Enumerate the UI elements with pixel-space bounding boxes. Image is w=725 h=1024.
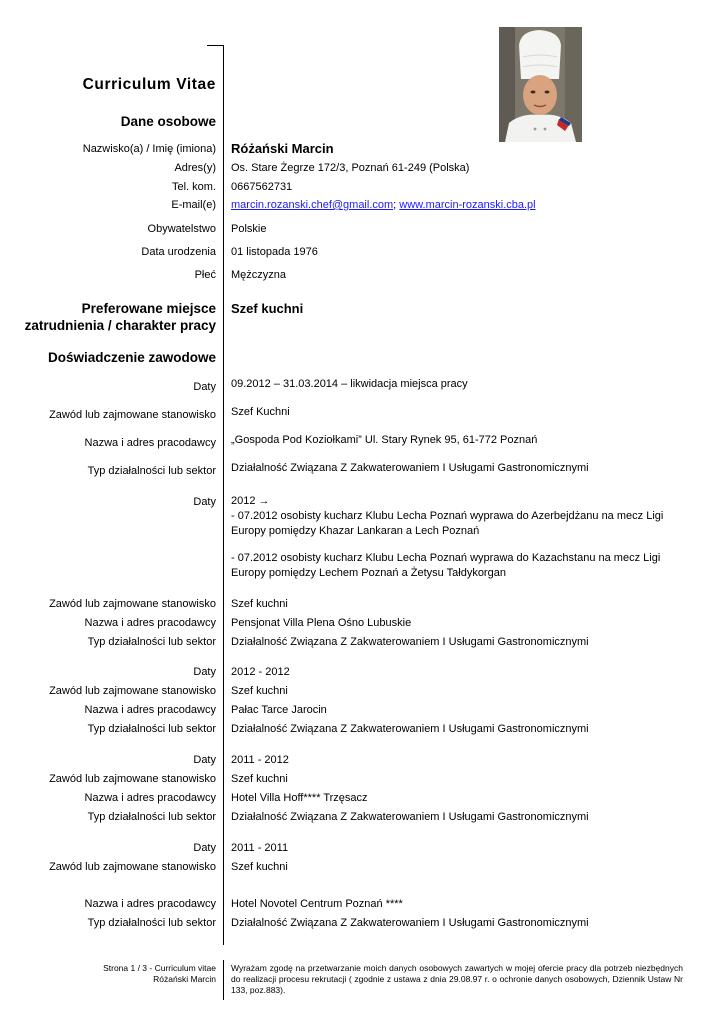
job-position: Szef Kuchni	[231, 406, 290, 418]
position-label: Zawód lub zajmowane stanowisko	[49, 409, 216, 421]
name-label: Nazwisko(a) / Imię (imiona)	[82, 143, 216, 155]
address-label: Adres(y)	[174, 162, 216, 174]
footer-page: Strona 1 / 3 - Curriculum vitae	[103, 963, 216, 973]
footer-consent: Wyrażam zgodę na przetwarzanie moich danych osobowych zawartych w mojej ofercie pracy dla potrzeb niezbędnych do realizacji procesu rekrutacji ( zgodnie z ustawa z dnia 29.08.97 r. o ochronie danych osobowych, Dziennik Ustaw Nr 133, poz.883).	[231, 963, 683, 995]
dates-label: Daty	[193, 842, 216, 854]
job-employer: „Gospoda Pod Koziołkami” Ul. Stary Rynek 95, 61-772 Poznań	[231, 434, 538, 446]
job-sector: Działalność Związana Z Zakwaterowaniem I Usługami Gastronomicznymi	[231, 917, 589, 929]
job-note: - 07.2012 osobisty kucharz Klubu Lecha Poznań wyprawa do Kazachstanu na mecz Ligi Europy pomiędzy Lechem Poznań a Żetysu Tałdykorgan	[231, 552, 661, 579]
job-employer: Pałac Tarce Jarocin	[231, 704, 327, 716]
position-label: Zawód lub zajmowane stanowisko	[49, 773, 216, 785]
sector-label: Typ działalności lub sektor	[87, 917, 216, 929]
employer-label: Nazwa i adres pracodawcy	[84, 437, 216, 449]
employer-label: Nazwa i adres pracodawcy	[84, 617, 216, 629]
position-label: Zawód lub zajmowane stanowisko	[49, 685, 216, 697]
phone-label: Tel. kom.	[171, 181, 216, 193]
job-position: Szef kuchni	[231, 773, 288, 785]
phone-value: 0667562731	[231, 181, 293, 193]
email-link[interactable]: marcin.rozanski.chef@gmail.com	[231, 199, 394, 211]
experience-heading: Doświadczenie zawodowe	[47, 350, 216, 365]
job-sector: Działalność Związana Z Zakwaterowaniem I Usługami Gastronomicznymi	[231, 723, 589, 735]
contact-links	[231, 199, 536, 211]
gender-value: Mężczyzna	[231, 269, 287, 281]
birth-label: Data urodzenia	[141, 246, 216, 258]
preferred-label-1: Preferowane miejsce	[81, 301, 216, 316]
employer-label: Nazwa i adres pracodawcy	[84, 704, 216, 716]
nationality-value: Polskie	[231, 223, 267, 235]
sector-label: Typ działalności lub sektor	[87, 636, 216, 648]
sector-label: Typ działalności lub sektor	[87, 811, 216, 823]
personal-heading: Dane osobowe	[120, 114, 216, 129]
header-tick-line	[207, 45, 224, 46]
address-value: Os. Stare Żegrze 172/3, Poznań 61-249 (Polska)	[231, 162, 470, 174]
job-dates: 2012 →	[231, 495, 270, 507]
job-dates: 09.2012 – 31.03.2014 – likwidacja miejsca pracy	[231, 378, 468, 390]
column-divider	[223, 45, 224, 945]
position-label: Zawód lub zajmowane stanowisko	[49, 598, 216, 610]
job-note: - 07.2012 osobisty kucharz Klubu Lecha Poznań wyprawa do Azerbejdżanu na mecz Ligi Europy pomiędzy Khazar Lankaran a Lech Poznań	[231, 510, 664, 537]
dates-label: Daty	[193, 381, 216, 393]
dates-label: Daty	[193, 754, 216, 766]
preferred-value: Szef kuchni	[231, 301, 304, 316]
job-sector: Działalność Związana Z Zakwaterowaniem I Usługami Gastronomicznymi	[231, 462, 589, 474]
nationality-label: Obywatelstwo	[147, 223, 216, 235]
job-position: Szef kuchni	[231, 598, 288, 610]
footer-page-info	[103, 963, 216, 985]
job-sector: Działalność Związana Z Zakwaterowaniem I Usługami Gastronomicznymi	[231, 636, 589, 648]
job-position: Szef kuchni	[231, 685, 288, 697]
employer-label: Nazwa i adres pracodawcy	[84, 792, 216, 804]
position-label: Zawód lub zajmowane stanowisko	[49, 861, 216, 873]
preferred-label-2: zatrudnienia / charakter pracy	[24, 318, 216, 333]
page-title: Curriculum Vitae	[82, 76, 216, 93]
footer-name: Różański Marcin	[153, 974, 216, 984]
profile-photo	[499, 27, 582, 142]
sector-label: Typ działalności lub sektor	[87, 723, 216, 735]
email-label: E-mail(e)	[171, 199, 216, 211]
website-link[interactable]: www.marcin-rozanski.cba.pl	[399, 199, 536, 211]
employer-label: Nazwa i adres pracodawcy	[84, 898, 216, 910]
dates-label: Daty	[193, 666, 216, 678]
sector-label: Typ działalności lub sektor	[87, 465, 216, 477]
person-name: Różański Marcin	[231, 141, 334, 156]
job-employer: Hotel Novotel Centrum Poznań ****	[231, 898, 403, 910]
job-employer: Hotel Villa Hoff**** Trzęsacz	[231, 792, 368, 804]
dates-label: Daty	[193, 496, 216, 508]
job-dates: 2011 - 2012	[231, 754, 289, 766]
job-dates: 2011 - 2011	[231, 842, 289, 854]
link-separator: ;	[393, 199, 397, 211]
gender-label: Płeć	[194, 269, 216, 281]
job-position: Szef kuchni	[231, 861, 288, 873]
job-dates: 2012 - 2012	[231, 666, 290, 678]
job-employer: Pensjonat Villa Plena Ośno Lubuskie	[231, 617, 412, 629]
job-sector: Działalność Związana Z Zakwaterowaniem I Usługami Gastronomicznymi	[231, 811, 589, 823]
birth-value: 01 listopada 1976	[231, 246, 318, 258]
footer-divider	[223, 960, 224, 1000]
